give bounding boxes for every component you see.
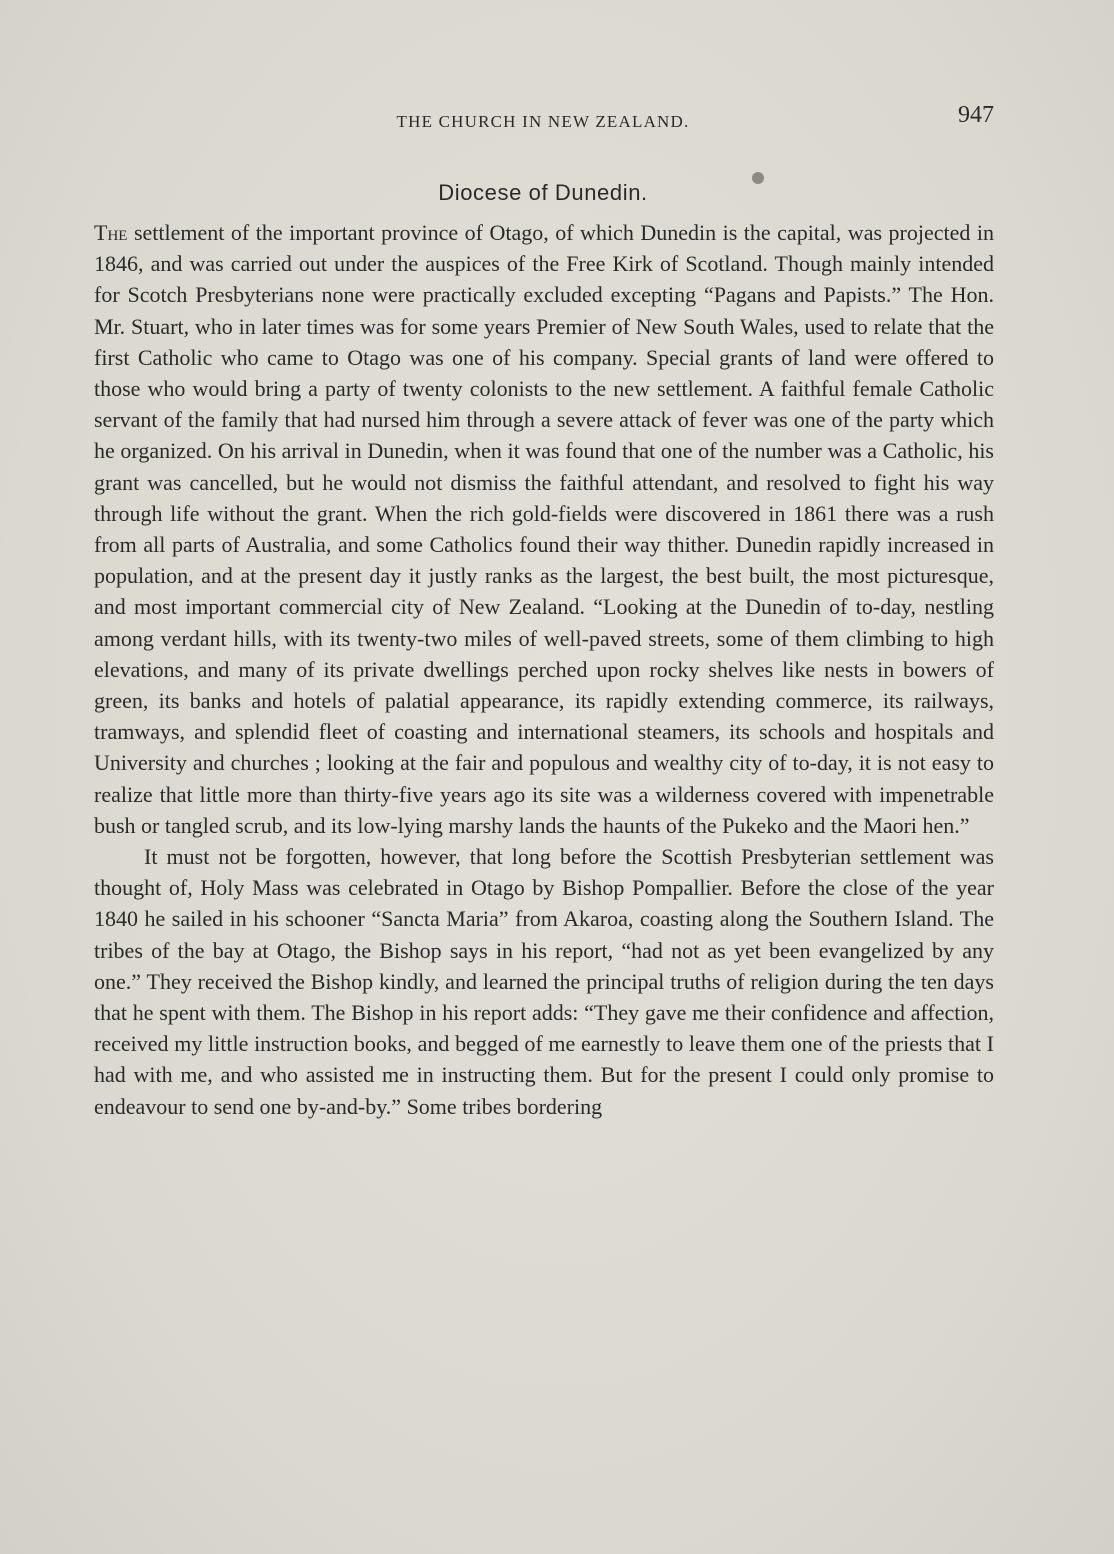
- running-title: THE CHURCH IN NEW ZEALAND.: [396, 112, 690, 131]
- running-head: [92, 102, 994, 138]
- paragraph-lead-word: The: [94, 220, 128, 245]
- paragraph-1-text: settlement of the important province of Otago, of which Dunedin is the capital, was projected in 1846, and was carried out under the auspices of the Free Kirk of Scotland. Though mainly intended for Scotch Presbyterians none were practically excluded excepting “Pagans and Papists.” The Hon. Mr. Stuart, who in later times was for some years Premier of New South Wales, used to relate that the first Catholic who came to Otago was one of his company. Special grants of land were offered to those who would bring a party of twenty colonists to the new settlement. A faithful female Catholic servant of the family that had nursed him through a severe attack of fever was one of the party which he organized. On his arrival in Dunedin, when it was found that one of the number was a Catholic, his grant was cancelled, but he would not dismiss the faithful attendant, and resolved to fight his way through life without the grant. When the rich gold-fields were discovered in 1861 there was a rush from all parts of Australia, and some Catholics found their way thither. Dunedin rapidly increased in population, and at the present day it justly ranks as the largest, the best built, the most picturesque, and most important commercial city of New Zealand. “Looking at the Dunedin of to-day, nestling among verdant hills, with its twenty-two miles of well-paved streets, some of them climbing to high elevations, and many of its private dwellings perched upon rocky shelves like nests in bowers of green, its banks and hotels of palatial appearance, its rapidly extending commerce, its railways, tramways, and splendid fleet of coasting and international steamers, its schools and hospitals and University and churches ; looking at the fair and populous and wealthy city of to-day, it is not easy to realize that little more than thirty-five years ago its site was a wilderness covered with impenetrable bush or tangled scrub, and its low-lying marshy lands the haunts of the Pukeko and the Maori hen.”: [94, 220, 994, 838]
- paragraph-2: It must not be forgotten, however, that long before the Scottish Presbyterian settlement was thought of, Holy Mass was celebrated in Otago by Bishop Pompallier. Before the close of the year 1840 he sailed in his schooner “Sancta Maria” from Akaroa, coasting along the Southern Island. The tribes of the bay at Otago, the Bishop says in his report, “had not as yet been evangelized by any one.” They received the Bishop kindly, and learned the principal truths of religion during the ten days that he spent with them. The Bishop in his report adds: “They gave me their confidence and affection, received my little instruction books, and begged of me earnestly to leave them one of the priests that I had with me, and who assisted me in instructing them. But for the present I could only promise to endeavour to send one by-and-by.” Some tribes bordering: [94, 844, 994, 1119]
- body-text: [94, 217, 994, 1122]
- page-number: 947: [958, 102, 994, 128]
- paragraph-1: [94, 217, 994, 841]
- section-heading: Diocese of Dunedin.: [438, 180, 648, 205]
